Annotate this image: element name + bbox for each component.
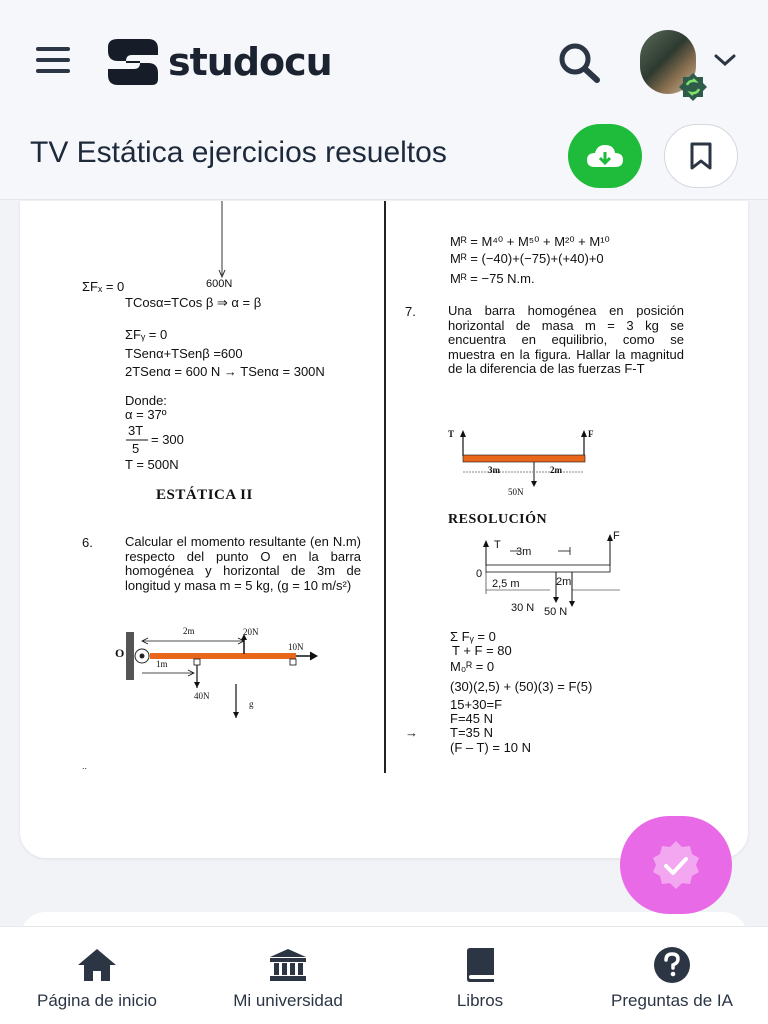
distance-2m-label: 2m [183, 626, 195, 636]
nav-label-books: Libros [456, 991, 504, 1010]
solution-line-4: (30)(2,5) + (50)(3) = F(5) [450, 679, 593, 694]
studocu-logo-mark [104, 35, 162, 89]
nav-item-books[interactable] [440, 927, 520, 1024]
force-label-600n: 600N [206, 278, 233, 290]
brand-name: studocu [168, 40, 332, 84]
nav-label-ai-questions: Preguntas de IA [611, 991, 733, 1010]
resolution-50n-label: 50 N [544, 606, 568, 618]
verified-check-icon [650, 839, 702, 891]
equation-sum-fy: ΣFᵧ = 0 [125, 327, 168, 342]
resolution-origin-label: 0 [476, 568, 483, 580]
solution-arrow: → [405, 725, 418, 740]
gravity-label: g [249, 699, 254, 709]
equation-tsen: TSenα+TSenβ =600 [125, 346, 243, 361]
nav-item-university[interactable] [224, 927, 352, 1024]
resolution-2m-label: 2m [556, 576, 572, 588]
cloud-download-icon [585, 141, 625, 171]
avatar[interactable] [640, 30, 696, 94]
nav-item-ai-questions[interactable] [602, 927, 742, 1024]
resolution-t-label: T [494, 539, 501, 551]
home-icon [76, 947, 118, 983]
book-icon [463, 947, 497, 983]
resolution-2-5m-label: 2,5 m [492, 578, 520, 590]
ai-check-button[interactable] [620, 816, 732, 914]
solution-line-3: M₀ᴿ = 0 [450, 659, 495, 674]
fig7-t-label: T [448, 429, 455, 439]
tension-value: T = 500N [125, 457, 179, 472]
solution-line-5: 15+30=F [450, 697, 503, 712]
nav-label-university: Mi universidad [233, 991, 343, 1010]
force-40n-label: 40N [194, 691, 210, 701]
download-button[interactable] [568, 124, 642, 188]
bottom-navigation [0, 926, 768, 1024]
column-divider [384, 201, 386, 773]
menu-icon[interactable] [36, 47, 70, 75]
fig7-2m-label: 2m [550, 465, 562, 475]
nav-item-home[interactable] [28, 927, 166, 1024]
donde-label: Donde: [125, 393, 167, 408]
fig7-weight-label: 50N [508, 487, 524, 497]
force-20n-label: 20N [243, 627, 259, 637]
problem-7-text: Una barra homogénea en posición horizontal de masa m = 3 kg se encuentra en equilibrio, como se muestra en la figura. Hallar la magnitud de la diferencia de las fuerzas F-T [448, 303, 684, 376]
fig7-3m-label: 3m [488, 465, 500, 475]
figure-resolution [480, 534, 620, 614]
resolution-title: RESOLUCIÓN [448, 512, 548, 527]
fig7-f-label: F [588, 429, 594, 439]
equation-tcos: TCosα=TCos β ⇒ α = β [125, 295, 262, 310]
document-page [20, 201, 748, 858]
solution-line-7: T=35 N [450, 725, 493, 740]
university-icon [268, 947, 308, 983]
resolution-30n-label: 30 N [511, 602, 535, 614]
equation-2tsen: 2TSenα = 600 N → TSenα = 300N [125, 364, 325, 379]
figure-problem-6 [120, 626, 330, 721]
fraction-denominator: 5 [132, 441, 140, 456]
fraction-equals: = 300 [151, 432, 184, 447]
solution-line-6: F=45 N [450, 711, 493, 726]
moment-equation-1: Mᴿ = M⁴⁰ + M⁵⁰ + M²⁰ + M¹⁰ [450, 234, 610, 249]
problem-6-text: Calcular el momento resultante (en N.m) respecto del punto O en la barra homogénea y horizontal de 3m de longitud y masa m = 5 kg, (g = 10 m/s²) [125, 534, 361, 593]
alpha-value: α = 37º [125, 407, 167, 422]
solution-line-1: Σ Fᵧ = 0 [450, 629, 496, 644]
top-bar [0, 0, 768, 200]
moment-equation-2: Mᴿ = (−40)+(−75)+(+40)+0 [450, 251, 604, 266]
solution-line-8: (F – T) = 10 N [450, 740, 532, 755]
fraction-numerator: 3T [128, 423, 144, 438]
equation-sum-fx: ΣFₓ = 0 [82, 279, 125, 294]
resolution-f-label: F [613, 530, 620, 542]
figure-problem-7 [448, 426, 598, 496]
vertical-force-line [20, 201, 384, 281]
bookmark-icon [689, 142, 713, 170]
nav-label-home: Página de inicio [36, 991, 158, 1010]
solution-line-2: T + F = 80 [452, 643, 512, 658]
problem-7-number: 7. [405, 304, 416, 319]
question-icon [653, 946, 691, 984]
resolution-3m-label: 3m [516, 546, 532, 558]
footer-mark: .. [82, 761, 88, 771]
problem-6-number: 6. [82, 535, 93, 550]
studocu-logo[interactable] [104, 34, 332, 90]
moment-equation-3: Mᴿ = −75 N.m. [450, 271, 535, 286]
search-icon[interactable] [554, 40, 604, 86]
bookmark-button[interactable] [664, 124, 738, 188]
distance-1m-label: 1m [156, 659, 168, 669]
verified-badge-icon [678, 72, 708, 102]
chevron-down-icon[interactable] [712, 50, 738, 70]
force-10n-label: 10N [288, 642, 304, 652]
document-title: TV Estática ejercicios resueltos [30, 136, 447, 169]
section-title: ESTÁTICA II [156, 487, 253, 503]
point-o-label: O [115, 646, 125, 660]
